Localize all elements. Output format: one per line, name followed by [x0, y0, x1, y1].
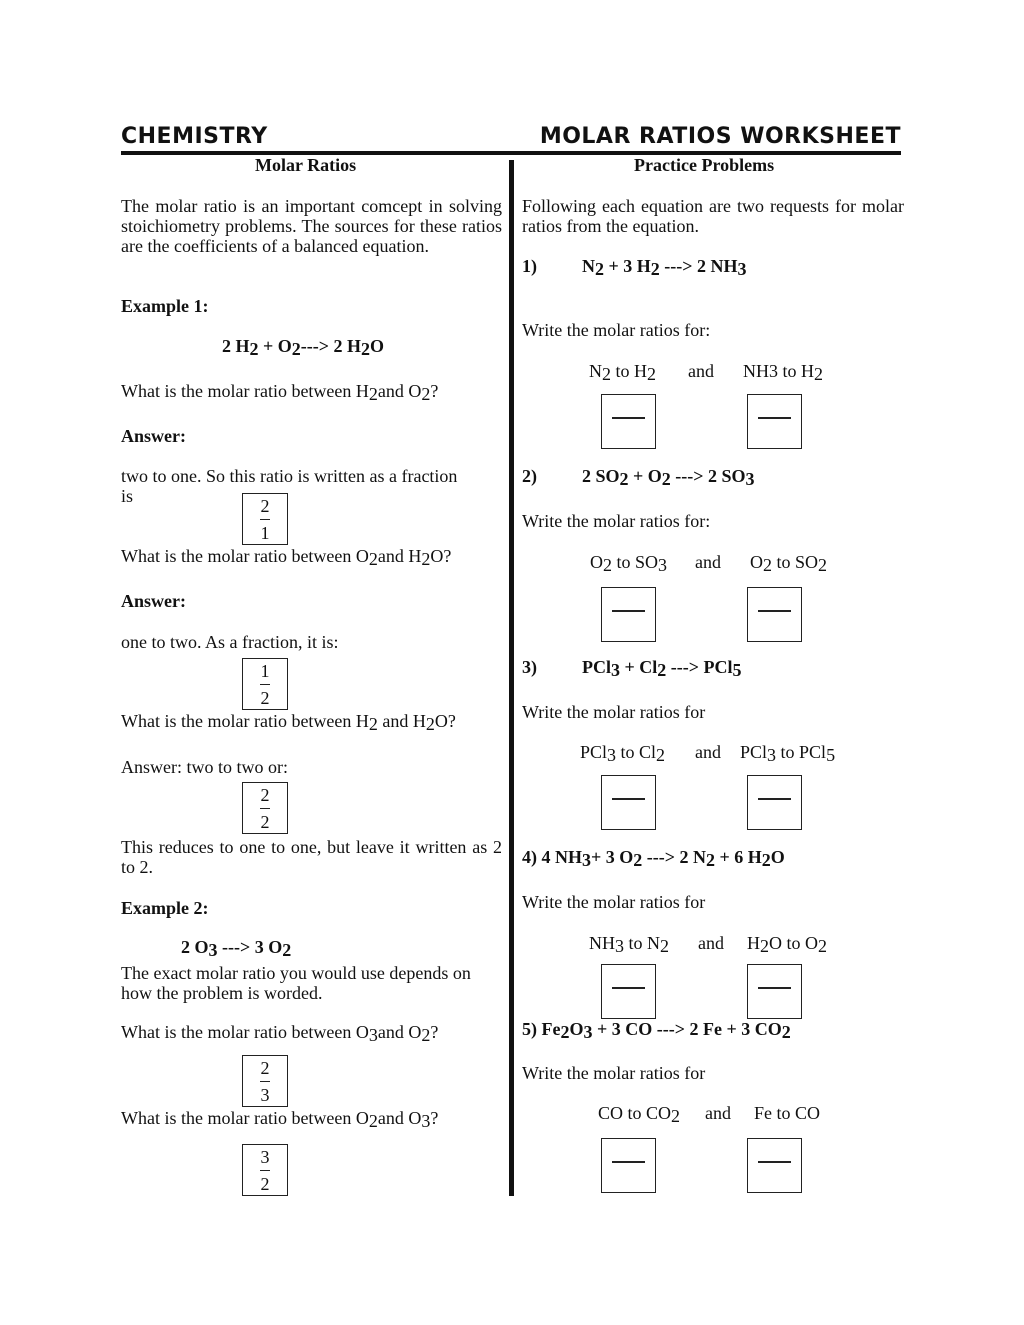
and-label: and	[698, 933, 724, 953]
text-part: + O	[628, 466, 662, 486]
problem-1-number: 1)	[522, 256, 537, 276]
problem-5-prompt: Write the molar ratios for	[522, 1063, 706, 1083]
text-part: ---> 2 NH	[659, 256, 738, 276]
subscript: 2	[291, 339, 301, 359]
text-part: and H	[377, 711, 426, 731]
subscript: 2	[661, 469, 671, 489]
text-part: What is the molar ratio between O	[121, 1108, 369, 1128]
subscript: 3	[745, 469, 755, 489]
subscript: 2	[781, 1022, 791, 1042]
reduction-note: This reduces to one to one, but leave it written as 2 to 2.	[121, 837, 502, 877]
answer-fraction-line	[758, 987, 791, 989]
answer-box[interactable]	[601, 964, 656, 1019]
problem-1-ratio-b	[743, 361, 823, 384]
text-part: CO to CO	[598, 1103, 672, 1123]
example-2-label: Example 2:	[121, 898, 209, 918]
subscript: 2	[368, 549, 378, 569]
fraction-numerator: 2	[260, 496, 270, 516]
text-part: and O	[377, 1022, 422, 1042]
problem-1-ratio-a	[589, 361, 656, 384]
fraction-bar	[260, 1170, 270, 1171]
text-part: + O	[258, 336, 292, 356]
subscript: 3	[368, 1025, 378, 1045]
subscript: 2	[650, 259, 660, 279]
fraction-numerator: 2	[260, 1058, 270, 1078]
text-part: 5) Fe	[522, 1019, 561, 1039]
answer-fraction-line	[758, 1161, 791, 1163]
text-part: NH	[589, 933, 615, 953]
subscript: 2	[657, 660, 667, 680]
subscript: 2	[818, 936, 827, 956]
fraction-numerator: 3	[260, 1147, 270, 1167]
subscript: 2	[814, 364, 823, 384]
answer-box[interactable]	[601, 394, 656, 449]
subscript: 2	[761, 850, 771, 870]
answer-label: Answer:	[121, 591, 186, 611]
subscript: 3	[615, 936, 624, 956]
and-label: and	[705, 1103, 731, 1123]
answer-fraction-line	[612, 1161, 645, 1163]
text-part: N	[582, 256, 595, 276]
wording-note: The exact molar ratio you would use depends on how the problem is worded.	[121, 963, 471, 1003]
problem-3-prompt: Write the molar ratios for	[522, 702, 706, 722]
fraction-denominator: 3	[260, 1085, 270, 1105]
fraction-denominator: 1	[260, 523, 270, 543]
subscript: 2	[560, 1022, 570, 1042]
subscript: 3	[208, 940, 218, 960]
subscript: 3	[583, 1022, 593, 1042]
answer-fraction-line	[612, 610, 645, 612]
question-2	[121, 546, 452, 569]
subscript: 3	[607, 745, 617, 765]
intro-paragraph: The molar ratio is an important comcept in solving stoichiometry problems. The sources for these ratios are the coefficients of a balanced equation.	[121, 196, 502, 256]
fraction-bar	[260, 519, 270, 520]
subscript: 2	[368, 1111, 378, 1131]
text-part: O	[569, 1019, 584, 1039]
question-1	[121, 381, 439, 404]
text-part: PCl	[580, 742, 608, 762]
subscript: 2	[603, 555, 612, 575]
subscript: 2	[282, 940, 292, 960]
text-part: 2 H	[222, 336, 250, 356]
text-part: and O	[377, 1108, 422, 1128]
answer-1-text-cont: is	[121, 486, 134, 506]
left-column-heading: Molar Ratios	[255, 155, 357, 175]
subscript: 2	[425, 714, 435, 734]
subscript: 5	[826, 745, 836, 765]
text-part: PCl	[582, 657, 611, 677]
answer-box[interactable]	[747, 394, 802, 449]
text-part: O	[770, 847, 785, 867]
text-part: ---> 2 H	[300, 336, 362, 356]
fraction-denominator: 2	[260, 688, 270, 708]
fraction-numerator: 2	[260, 785, 270, 805]
answer-box[interactable]	[747, 1138, 802, 1193]
text-part: + 6 H	[715, 847, 762, 867]
text-part: ?	[430, 381, 439, 401]
problem-4-prompt: Write the molar ratios for	[522, 892, 706, 912]
answer-box[interactable]	[601, 775, 656, 830]
text-part: 2 SO	[582, 466, 620, 486]
problem-4-equation	[522, 847, 785, 870]
subscript: 2	[763, 555, 772, 575]
question-5	[121, 1108, 439, 1131]
text-part: + 3 O	[591, 847, 634, 867]
example-2-equation	[181, 937, 292, 960]
problem-3-ratio-b	[740, 742, 836, 765]
answer-3-text: Answer: two to two or:	[121, 757, 288, 777]
answer-fraction-line	[758, 610, 791, 612]
text-part: ?	[430, 1022, 439, 1042]
text-part: and H	[377, 546, 422, 566]
text-part: O?	[430, 546, 452, 566]
fraction-box	[242, 782, 288, 834]
text-part: 4) 4 NH	[522, 847, 582, 867]
text-part: to SO	[772, 552, 819, 572]
text-part: and O	[377, 381, 422, 401]
and-label: and	[695, 742, 721, 762]
subscript: 2	[595, 259, 604, 279]
text-part: to H	[611, 361, 647, 381]
text-part: ---> 3 O	[217, 937, 283, 957]
problem-5-equation	[522, 1019, 791, 1042]
subscript: 2	[619, 469, 629, 489]
text-part: What is the molar ratio between O	[121, 546, 369, 566]
column-divider	[509, 160, 514, 1196]
subscript: 3	[582, 850, 591, 870]
subscript: 2	[421, 549, 431, 569]
subscript: 2	[361, 339, 371, 359]
subscript: 3	[658, 555, 668, 575]
text-part: What is the molar ratio between H	[121, 711, 369, 731]
subscript: 2	[368, 384, 378, 404]
answer-fraction-line	[758, 798, 791, 800]
text-part: to PCl	[776, 742, 827, 762]
text-part: PCl	[740, 742, 768, 762]
text-part: ---> 2 N	[642, 847, 707, 867]
text-part: ---> 2 SO	[670, 466, 746, 486]
subscript: 2	[647, 364, 656, 384]
example-1-equation	[222, 336, 385, 359]
text-part: O to O	[769, 933, 818, 953]
subscript: 2	[760, 936, 769, 956]
subscript: 3	[421, 1111, 431, 1131]
subscript: 5	[732, 660, 742, 680]
subscript: 2	[249, 339, 259, 359]
answer-fraction-line	[758, 417, 791, 419]
text-part: NH3 to H	[743, 361, 814, 381]
text-part: to N	[624, 933, 660, 953]
text-part: ---> PCl	[666, 657, 733, 677]
text-part: O	[750, 552, 763, 572]
answer-fraction-line	[612, 798, 645, 800]
answer-box[interactable]	[601, 1138, 656, 1193]
answer-2-text: one to two. As a fraction, it is:	[121, 632, 339, 652]
subscript: 2	[633, 850, 643, 870]
fraction-numerator: 1	[260, 661, 270, 681]
text-part: 2 O	[181, 937, 209, 957]
subscript: 3	[611, 660, 620, 680]
subscript: 3	[767, 745, 777, 765]
answer-box[interactable]	[601, 587, 656, 642]
problem-1-equation	[582, 256, 747, 279]
answer-label: Answer:	[121, 426, 186, 446]
question-3	[121, 711, 456, 734]
and-label: and	[688, 361, 714, 381]
text-part: ?	[430, 1108, 439, 1128]
fraction-box	[242, 493, 288, 545]
fraction-box	[242, 1144, 288, 1196]
text-part: What is the molar ratio between O	[121, 1022, 369, 1042]
right-column-heading: Practice Problems	[634, 155, 775, 175]
text-part: What is the molar ratio between H	[121, 381, 369, 401]
problem-2-prompt: Write the molar ratios for:	[522, 511, 711, 531]
subscript: 2	[656, 745, 666, 765]
text-part: to SO	[612, 552, 659, 572]
worksheet-subject-title: CHEMISTRY	[121, 124, 268, 149]
text-part: + 3 H	[604, 256, 651, 276]
practice-intro: Following each equation are two requests for molar ratios from the equation.	[522, 196, 904, 236]
subscript: 2	[706, 850, 716, 870]
text-part: O	[590, 552, 603, 572]
text-part: O	[370, 336, 385, 356]
and-label: and	[695, 552, 721, 572]
fraction-bar	[260, 684, 270, 685]
header-rule	[121, 151, 901, 155]
text-part: + 3 CO ---> 2 Fe + 3 CO	[592, 1019, 782, 1039]
problem-3-equation	[582, 657, 742, 680]
answer-fraction-line	[612, 987, 645, 989]
question-4	[121, 1022, 439, 1045]
fraction-box	[242, 658, 288, 710]
text-part: Fe to CO	[754, 1103, 821, 1123]
problem-3-number: 3)	[522, 657, 537, 677]
subscript: 2	[671, 1106, 681, 1126]
problem-5-ratio-b	[754, 1103, 820, 1123]
answer-box[interactable]	[747, 587, 802, 642]
problem-5-ratio-a	[598, 1103, 681, 1126]
subscript: 2	[602, 364, 611, 384]
worksheet-title: MOLAR RATIOS WORKSHEET	[539, 124, 901, 149]
text-part: H	[747, 933, 760, 953]
answer-fraction-line	[612, 417, 645, 419]
fraction-bar	[260, 1081, 270, 1082]
text-part: N	[589, 361, 602, 381]
fraction-denominator: 2	[260, 1174, 270, 1194]
subscript: 2	[421, 384, 431, 404]
text-part: + Cl	[620, 657, 658, 677]
subscript: 2	[660, 936, 669, 956]
subscript: 2	[368, 714, 378, 734]
problem-1-prompt: Write the molar ratios for:	[522, 320, 711, 340]
fraction-bar	[260, 808, 270, 809]
problem-2-ratio-b	[750, 552, 828, 575]
subscript: 2	[818, 555, 828, 575]
problem-4-ratio-a	[589, 933, 669, 956]
example-1-label: Example 1:	[121, 296, 209, 316]
subscript: 3	[737, 259, 747, 279]
problem-2-number: 2)	[522, 466, 537, 486]
fraction-box	[242, 1055, 288, 1107]
answer-1-text: two to one. So this ratio is written as a fraction	[121, 466, 458, 486]
subscript: 2	[421, 1025, 431, 1045]
fraction-denominator: 2	[260, 812, 270, 832]
answer-box[interactable]	[747, 964, 802, 1019]
text-part: to Cl	[616, 742, 657, 762]
text-part: O?	[434, 711, 456, 731]
problem-4-ratio-b	[747, 933, 827, 956]
problem-2-ratio-a	[590, 552, 668, 575]
problem-2-equation	[582, 466, 755, 489]
answer-box[interactable]	[747, 775, 802, 830]
problem-3-ratio-a	[580, 742, 666, 765]
